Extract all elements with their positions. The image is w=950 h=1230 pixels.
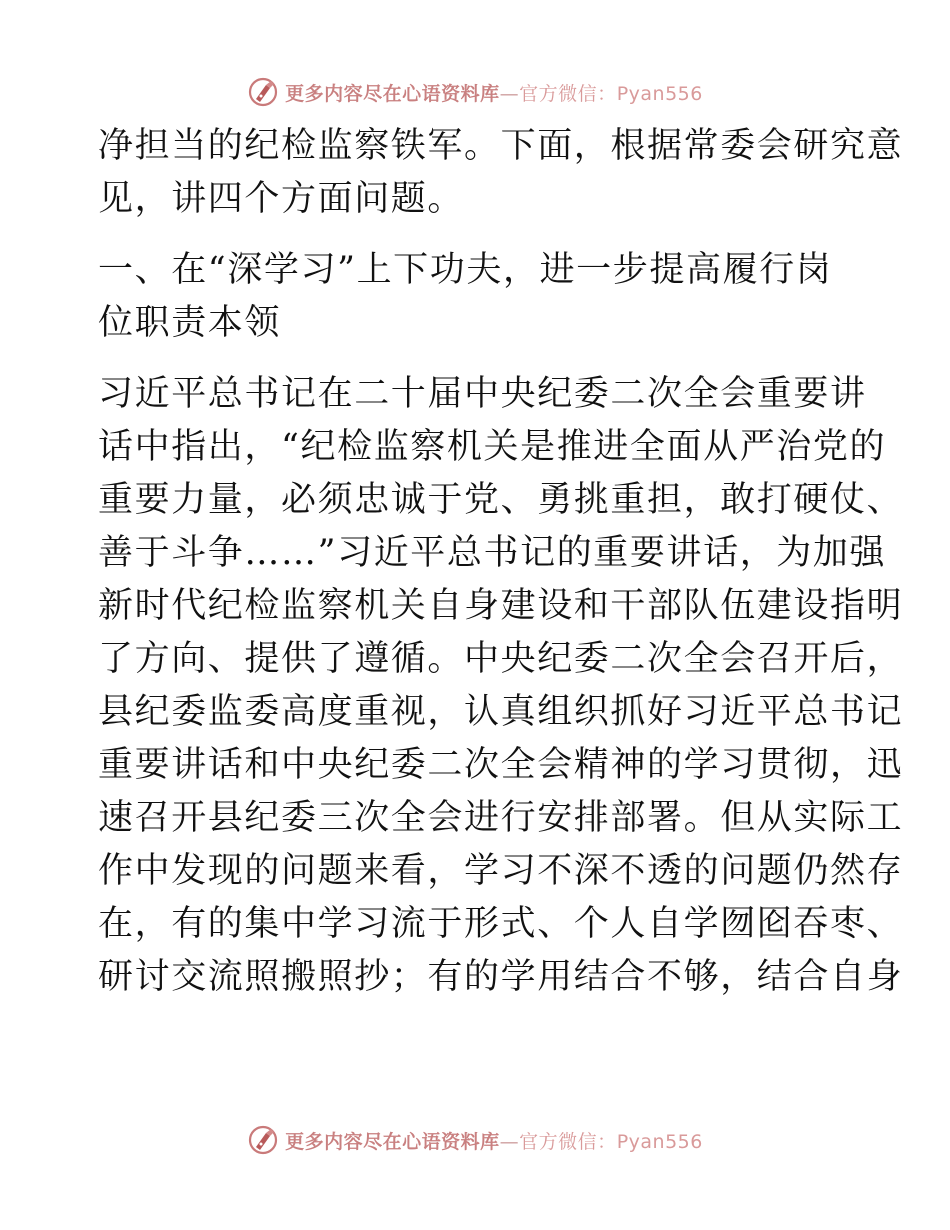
watermark-text: 更多内容尽在心语资料库—官方微信：Pyan556 — [285, 82, 703, 105]
watermark-header — [0, 70, 950, 114]
text-line: 速召开县纪委三次全会进行安排部署。但从实际工 — [98, 798, 904, 838]
section-heading — [98, 244, 858, 350]
heading-line: 一、在“深学习”上下功夫，进一步提高履行岗 — [98, 250, 833, 290]
text-line: 了方向、提供了遵循。中央纪委二次全会召开后， — [98, 639, 904, 679]
text-line: 重要力量，必须忠诚于党、勇挑重担，敢打硬仗、 — [98, 480, 904, 520]
heading-line: 位职责本领 — [98, 303, 282, 343]
text-line: 研讨交流照搬照抄；有的学用结合不够，结合自身 — [98, 957, 904, 997]
paragraph — [98, 368, 904, 1004]
watermark-footer — [0, 1118, 950, 1162]
text-line: 见，讲四个方面问题。 — [98, 179, 465, 219]
text-line: 新时代纪检监察机关自身建设和干部队伍建设指明 — [98, 586, 904, 626]
text-line: 重要讲话和中央纪委二次全会精神的学习贯彻，迅 — [98, 745, 904, 785]
watermark-text: 更多内容尽在心语资料库—官方微信：Pyan556 — [285, 1130, 703, 1153]
pen-nib-logo-icon — [247, 1124, 279, 1156]
text-line: 净担当的纪检监察铁军。下面，根据常委会研究意 — [98, 126, 904, 166]
text-line: 习近平总书记在二十届中央纪委二次全会重要讲 — [98, 374, 867, 414]
document-body — [98, 120, 904, 1004]
paragraph — [98, 120, 904, 226]
pen-nib-logo-icon — [247, 76, 279, 108]
text-line: 善于斗争……”习近平总书记的重要讲话，为加强 — [98, 533, 887, 573]
text-line: 县纪委监委高度重视，认真组织抓好习近平总书记 — [98, 692, 904, 732]
text-line: 作中发现的问题来看，学习不深不透的问题仍然存 — [98, 851, 904, 891]
text-line: 在，有的集中学习流于形式、个人自学囫囵吞枣、 — [98, 904, 904, 944]
text-line: 话中指出，“纪检监察机关是推进全面从严治党的 — [98, 427, 887, 467]
